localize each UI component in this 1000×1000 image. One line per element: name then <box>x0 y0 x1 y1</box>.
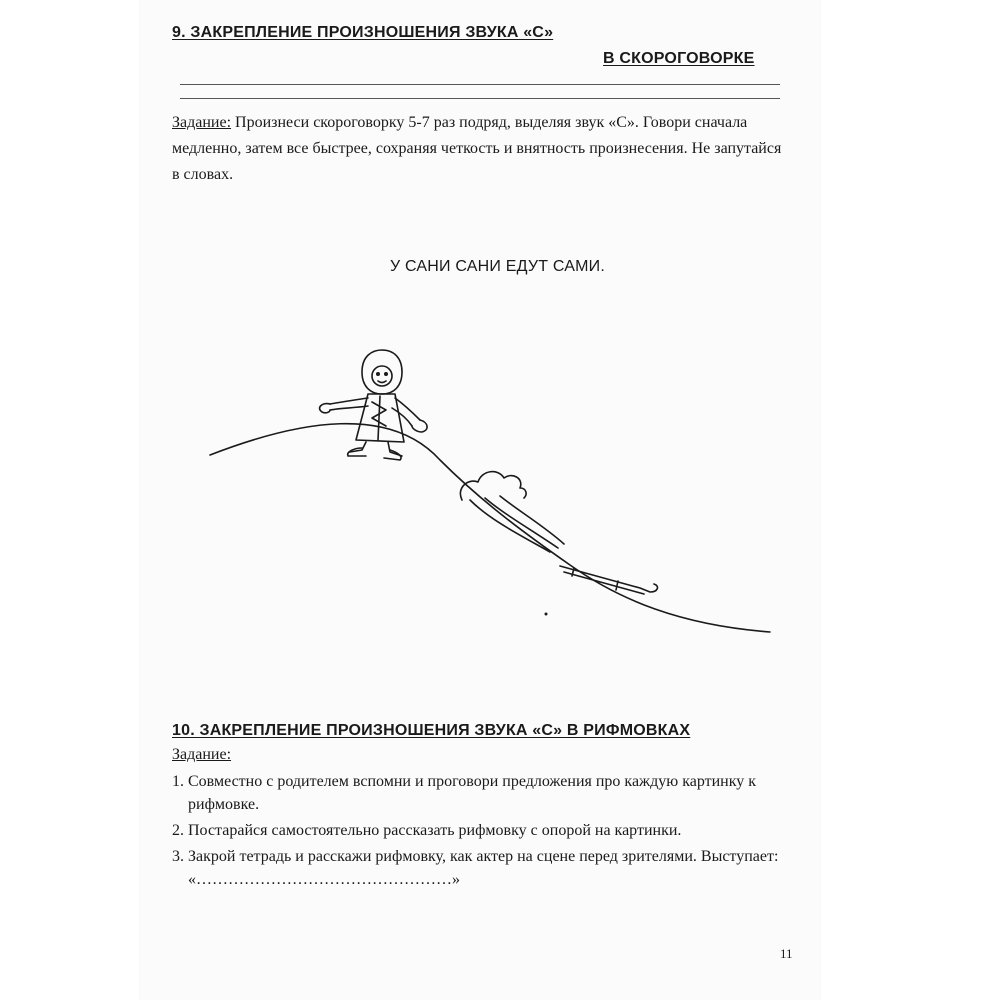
list-item: 2. Постарайся самостоятельно рассказать рифмовку с опорой на картинки. <box>172 822 682 839</box>
section10-task-list <box>172 770 794 891</box>
child-hood <box>362 350 402 394</box>
section10-task-label: Задание: <box>172 746 232 763</box>
motion-lines <box>470 496 564 552</box>
section9-title: 9. ЗАКРЕПЛЕНИЕ ПРОИЗНОШЕНИЯ ЗВУКА «С» <box>172 24 554 41</box>
sled <box>560 566 657 594</box>
list-item: 3. Закрой тетрадь и расскажи рифмовку, как актер на сцене перед зрителями. Выступает: «…………………………………………» <box>172 848 779 888</box>
workbook-page <box>140 0 820 1000</box>
section9-title-continuation: В СКОРОГОВОРКЕ <box>603 50 755 67</box>
child-left-arm <box>330 398 368 404</box>
list-item: 1. Совместно с родителем вспомни и проговори предложения про каждую картинку к рифмовке. <box>172 773 757 813</box>
section10-title: 10. ЗАКРЕПЛЕНИЕ ПРОИЗНОШЕНИЯ ЗВУКА «С» В РИФМОВКАХ <box>172 722 691 739</box>
page-number: 11 <box>780 946 793 961</box>
tongue-twister: У САНИ САНИ ЕДУТ САМИ. <box>390 258 605 275</box>
task-text: Произнеси скороговорку 5-7 раз подряд, выделяя звук «С». Говори сначала медленно, затем все быстрее, сохраняя четкость и внятность произнесения. Не запутайся в словах. <box>172 114 782 183</box>
hill-outline <box>210 424 770 632</box>
snow-puff <box>460 472 526 500</box>
task-label: Задание: <box>172 114 232 131</box>
sledding-illustration <box>140 0 820 700</box>
